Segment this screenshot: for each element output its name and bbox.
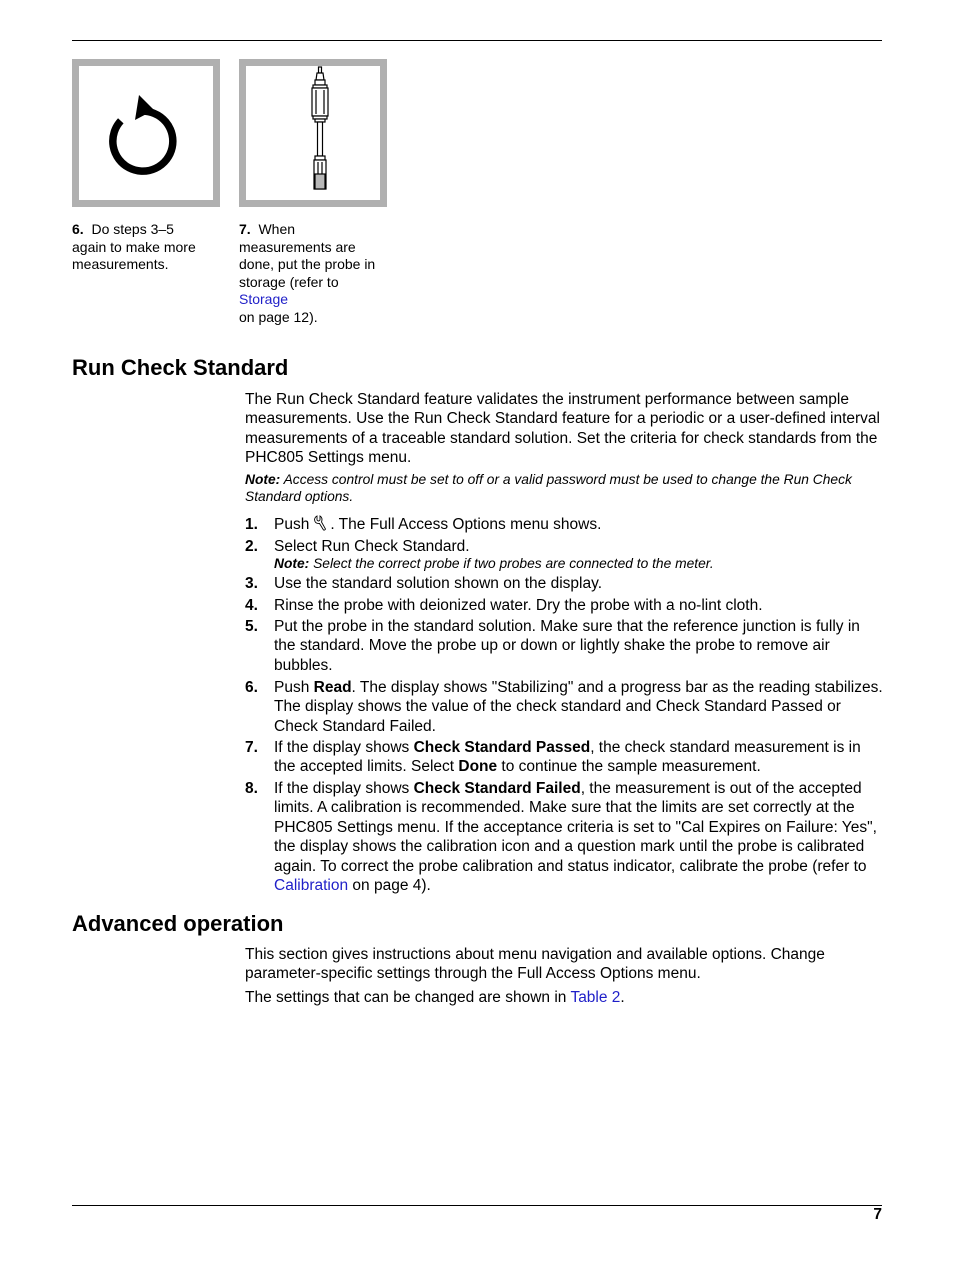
step-number: 3.: [245, 575, 258, 592]
step-7: [245, 738, 885, 777]
step-bold: Check Standard Passed: [413, 739, 591, 756]
step-text: Push: [274, 516, 310, 533]
step-number: 5.: [245, 618, 258, 635]
step-bold-2: Done: [458, 758, 498, 776]
top-rule: [72, 40, 882, 41]
section-heading-run-check-standard: Run Check Standard: [72, 355, 289, 380]
para-text: The settings that can be changed are shown in: [245, 989, 571, 1006]
step-8: [245, 779, 885, 895]
step-3: [245, 574, 885, 593]
step-text: Use the standard solution shown on the display.: [274, 575, 602, 592]
rotate-clockwise-icon: [79, 66, 213, 200]
step-text: If the display shows: [274, 739, 414, 756]
step-text-after: . The display shows "Stabilizing" and a progress bar as the reading stabilizes. The display shows the value of the check standard and Check Standard Passed or Check Standard Failed.: [274, 679, 883, 735]
step-text-middle: , the measurement is out of the accepted limits. A calibration is recommended. Make sure that the limits are set correctly at the PHC805 Settings menu. If the acceptance criteria is set to "Cal Expires on Failure: Yes", the display shows the calibration icon and a question mark until the probe is calibrated again. To correct the probe calibration and status indicator, calibrate the probe (refer to: [274, 780, 877, 875]
step-2: [245, 537, 885, 572]
caption-text-after: on page 12).: [239, 308, 318, 325]
step-number: 2.: [245, 538, 258, 555]
step-text: Push: [274, 679, 314, 696]
storage-link[interactable]: Storage: [239, 291, 289, 308]
step-bold: Check Standard Failed: [413, 780, 581, 797]
step-text-after: . The Full Access Options menu shows.: [330, 516, 602, 533]
step-number: 6.: [245, 679, 258, 696]
step-number: 7.: [245, 739, 258, 756]
run-check-intro: The Run Check Standard feature validates the instrument performance between sample measurements. Use the Run Check Standard feature for a periodic or a user-defined interval measurements of a traceable standard solution. Set the criteria for check standards from the PHC805 Settings menu.: [245, 391, 880, 467]
para-text-after: .: [620, 989, 625, 1006]
caption-step-number: 7.: [239, 221, 251, 237]
step-4: [245, 596, 885, 615]
wrench-icon: [313, 515, 327, 531]
step-text-after: on page 4).: [348, 877, 431, 895]
figure-6-caption: [72, 221, 212, 274]
note-text: Access control must be set to off or a valid password must be used to change the Run Check Standard options.: [245, 472, 852, 504]
step-number: 8.: [245, 780, 258, 797]
run-check-note: [245, 472, 885, 505]
calibration-link[interactable]: Calibration: [274, 877, 349, 895]
caption-text: Do steps 3–5 again to make more measurements.: [72, 221, 196, 273]
step-1: [245, 515, 885, 534]
bottom-rule: [72, 1205, 882, 1206]
step-2-note: [274, 556, 885, 572]
step-text-after: to continue the sample measurement.: [497, 758, 761, 776]
page-number: 7: [873, 1206, 882, 1223]
figure-6-box: [72, 59, 220, 207]
note-label: Note:: [245, 472, 281, 487]
probe-icon: [246, 66, 380, 200]
step-number: 1.: [245, 516, 258, 533]
section-heading-advanced-operation: Advanced operation: [72, 911, 284, 936]
figure-7-box: [239, 59, 387, 207]
advanced-para-1: This section gives instructions about menu navigation and available options. Change parameter-specific settings through the Full Access Options menu.: [245, 946, 825, 983]
step-text: Rinse the probe with deionized water. Dry the probe with a no-lint cloth.: [274, 597, 763, 614]
step-bold: Read: [313, 679, 352, 696]
table-2-link[interactable]: Table 2: [570, 989, 621, 1006]
step-6: [245, 678, 885, 736]
step-number: 4.: [245, 597, 258, 614]
caption-text: When measurements are done, put the probe in storage (refer to: [239, 221, 376, 290]
step-text: If the display shows: [274, 780, 414, 797]
step-5: [245, 617, 885, 675]
step-text: Put the probe in the standard solution. Make sure that the reference junction is fully in the standard. Move the probe up or down or lightly shake the probe to remove air bubbles.: [274, 618, 860, 674]
figure-7-caption: [239, 221, 387, 327]
note-label: Note:: [274, 556, 310, 572]
advanced-para-2: [245, 988, 885, 1007]
note-text: Select the correct probe if two probes are connected to the meter.: [313, 556, 714, 572]
step-text-middle: , the check standard measurement is in the accepted limits. Select: [274, 739, 861, 776]
step-text: Select Run Check Standard.: [274, 538, 470, 555]
caption-step-number: 6.: [72, 221, 84, 237]
